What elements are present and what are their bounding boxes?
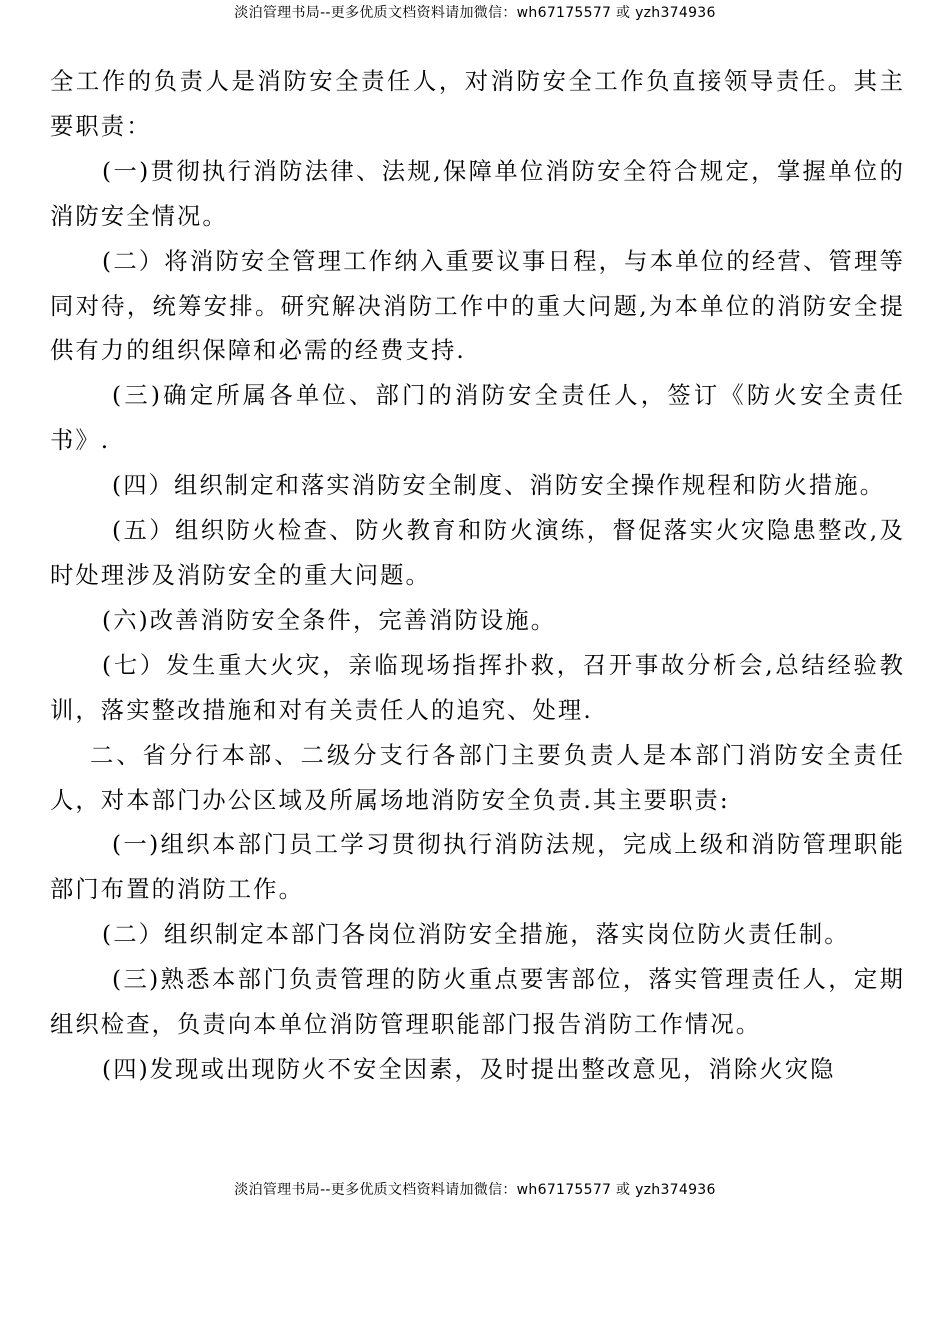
page-footer: 淡泊管理书局--更多优质文档资料请加微信：wh67175577 或 yzh374936 — [234, 1182, 716, 1198]
paragraph-dept-duty-1: (一)组织本部门员工学习贯彻执行消防法规，完成上级和消防管理职能部门布置的消防工作。 — [50, 831, 905, 904]
paragraph-duty-2: (二）将消防安全管理工作纳入重要议事日程，与本单位的经营、管理等同对待，统筹安排。研究解决消防工作中的重大问题,为本单位的消防安全提供有力的组织保障和必需的经费支持. — [50, 247, 905, 365]
paragraph-duty-4: (四）组织制定和落实消防安全制度、消防安全操作规程和防火措施。 — [112, 472, 886, 500]
page-header: 淡泊管理书局--更多优质文档资料请加微信：wh67175577 或 yzh374936 — [234, 5, 716, 21]
paragraph-intro: 全工作的负责人是消防安全责任人，对消防安全工作负直接领导责任。其主要职责： — [50, 68, 905, 140]
document-body — [50, 60, 905, 1093]
paragraph-dept-duty-3: (三)熟悉本部门负责管理的防火重点要害部位，落实管理责任人，定期组织检查，负责向本单位消防管理职能部门报告消防工作情况。 — [50, 966, 905, 1039]
paragraph-duty-1: (一)贯彻执行消防法律、法规,保障单位消防安全符合规定，掌握单位的消防安全情况。 — [50, 157, 905, 230]
paragraph-dept-duty-2: (二）组织制定本部门各岗位消防安全措施，落实岗位防火责任制。 — [102, 921, 850, 949]
paragraph-duty-5: (五）组织防火检查、防火教育和防火演练，督促落实火灾隐患整改,及时处理涉及消防安全的重大问题。 — [50, 517, 905, 589]
paragraph-duty-3: (三)确定所属各单位、部门的消防安全责任人，签订《防火安全责任书》. — [50, 382, 905, 455]
paragraph-section-2: 二、省分行本部、二级分支行各部门主要负责人是本部门消防安全责任人，对本部门办公区域及所属场地消防安全负责.其主要职责: — [50, 741, 905, 814]
paragraph-dept-duty-4: (四)发现或出现防火不安全因素，及时提出整改意见，消除火灾隐 — [102, 1055, 836, 1083]
paragraph-duty-7: (七）发生重大火灾，亲临现场指挥扑救，召开事故分析会,总结经验教训，落实整改措施和对有关责任人的追究、处理. — [50, 651, 905, 724]
paragraph-duty-6: (六)改善消防安全条件，完善消防设施。 — [102, 606, 557, 634]
